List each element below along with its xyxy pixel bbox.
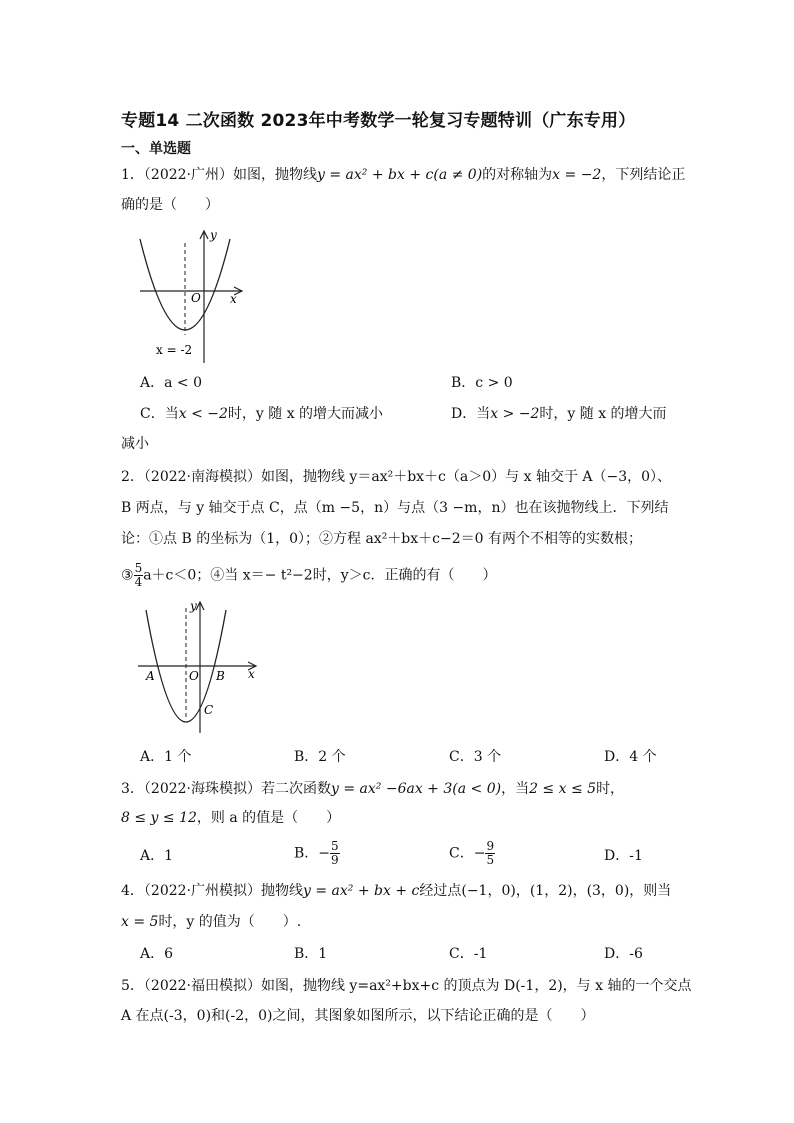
q1-option-c-text: 时，y 随 x 的增大而减小 <box>227 406 384 422</box>
q3-x-range: 2 ≤ x ≤ 5 <box>529 781 597 797</box>
q2-option-b[interactable]: B．2 个 <box>294 749 346 765</box>
q4-option-d[interactable]: D．-6 <box>604 946 643 962</box>
q1-axis-equation: x = −2 <box>552 167 602 183</box>
q2-fraction-den: 4 <box>134 575 143 589</box>
q4-line-1 <box>121 881 671 901</box>
q3-option-a[interactable]: A．1 <box>140 848 174 864</box>
q3-text: 3．（2022·海珠模拟）若二次函数 <box>121 781 331 797</box>
q2-origin-label: O <box>189 669 199 683</box>
q1-option-c-text: C．当 <box>140 406 179 422</box>
q3-option-b-num: 5 <box>331 839 339 853</box>
q2-fraction <box>134 562 144 589</box>
q3-option-c[interactable] <box>449 840 495 867</box>
q4-line-2 <box>121 912 301 932</box>
q2-point-a-label: A <box>146 669 155 683</box>
q3-option-c-fraction <box>485 840 495 867</box>
q2-point-b-label: B <box>216 669 225 683</box>
q1-origin-label: O <box>191 291 201 305</box>
q2-line-4 <box>121 562 496 589</box>
q2-point-c-label: C <box>204 703 214 717</box>
q1-option-d-math: x > −2 <box>490 406 540 422</box>
q1-text: 1．（2022·广州）如图，抛物线 <box>121 167 317 183</box>
q4-text: 经过点(−1，0)，(1，2)，(3，0)，则当 <box>419 883 672 899</box>
q3-text: ，当 <box>501 781 530 797</box>
q2-line-1: 2．（2022·南海模拟）如图，抛物线 y＝ax²＋bx＋c（a＞0）与 x 轴交于 A（−3，0）、 <box>121 469 672 485</box>
document-title: 专题14 二次函数 2023年中考数学一轮复习专题特训（广东专用） <box>121 111 636 131</box>
q4-text: 时，y 的值为（ ）. <box>158 914 302 930</box>
q3-option-b-text: B．− <box>294 845 331 862</box>
q1-option-a[interactable]: A．a < 0 <box>140 375 202 391</box>
section-heading: 一、单选题 <box>121 141 191 157</box>
q1-option-d-text: D．当 <box>451 406 491 422</box>
q4-equation: y = ax² + bx + c <box>303 883 420 899</box>
q3-option-b-fraction <box>330 840 340 867</box>
q3-line-2 <box>121 808 340 828</box>
q3-option-c-text: C．− <box>449 845 486 862</box>
q4-text: 4．（2022·广州模拟）抛物线 <box>121 883 303 899</box>
q2-fraction-num: 5 <box>134 561 143 575</box>
q2-option-c[interactable]: C．3 个 <box>449 749 502 765</box>
q2-y-label: y <box>190 599 197 613</box>
q3-option-c-den: 5 <box>486 853 495 867</box>
q1-option-d-wrap: 减小 <box>121 436 149 452</box>
q2-option-d[interactable]: D．4 个 <box>604 749 657 765</box>
q5-line-1: 5．（2022·福田模拟）如图，抛物线 y=ax²+bx+c 的顶点为 D(-1，2)，与 x 轴的一个交点 <box>121 978 692 994</box>
q1-x-label: x <box>230 292 237 306</box>
q1-line-1 <box>121 165 685 185</box>
q4-option-b[interactable]: B．1 <box>294 946 328 962</box>
q3-y-range: 8 ≤ y ≤ 12 <box>121 810 197 826</box>
q1-option-d[interactable] <box>451 404 667 424</box>
q3-text: ，则 a 的值是（ ） <box>196 810 341 826</box>
q1-text: ，下列结论正 <box>601 167 686 183</box>
q1-figure <box>130 225 250 365</box>
q1-option-c-math: x < −2 <box>178 406 228 422</box>
q1-line-2: 确的是（ ） <box>121 197 219 213</box>
q2-figure <box>132 598 262 738</box>
q2-text: a＋c＜0；④当 x＝− t²−2时，y＞c．正确的有（ ） <box>143 567 497 584</box>
q3-option-b-den: 9 <box>331 853 339 867</box>
q1-text: 的对称轴为 <box>482 167 553 183</box>
q1-option-b[interactable]: B．c > 0 <box>451 375 513 391</box>
q3-equation: y = ax² −6ax + 3(a < 0) <box>331 781 502 797</box>
q2-item-marker: ③ <box>121 567 134 584</box>
q3-line-1 <box>121 779 624 799</box>
q3-option-c-num: 9 <box>486 839 495 853</box>
q2-option-a[interactable]: A．1 个 <box>140 749 192 765</box>
q1-y-label: y <box>210 228 217 242</box>
q1-option-d-text: 时，y 随 x 的增大而 <box>539 406 667 422</box>
q5-line-2: A 在点(-3，0)和(-2，0)之间，其图象如图所示，以下结论正确的是（ ） <box>121 1008 595 1024</box>
q2-line-3: 论：①点 B 的坐标为（1，0）；②方程 ax²＋bx＋c−2＝0 有两个不相等的实数根； <box>121 531 642 547</box>
q4-x-value: x = 5 <box>121 914 159 930</box>
q1-option-c[interactable] <box>140 404 383 424</box>
q3-text: 时， <box>596 781 625 797</box>
q2-line-2: B 两点，与 y 轴交于点 C，点（m −5，n）与点（3 −m，n）也在该抛物线上．下列结 <box>121 500 669 516</box>
q2-x-label: x <box>248 667 255 681</box>
q4-option-c[interactable]: C．-1 <box>449 946 488 962</box>
q4-option-a[interactable]: A．6 <box>140 946 174 962</box>
q1-equation: y = ax² + bx + c(a ≠ 0) <box>317 167 483 183</box>
q3-option-d[interactable]: D．-1 <box>604 848 643 864</box>
q1-axis-label: x = -2 <box>156 343 193 357</box>
q3-option-b[interactable] <box>294 840 340 867</box>
